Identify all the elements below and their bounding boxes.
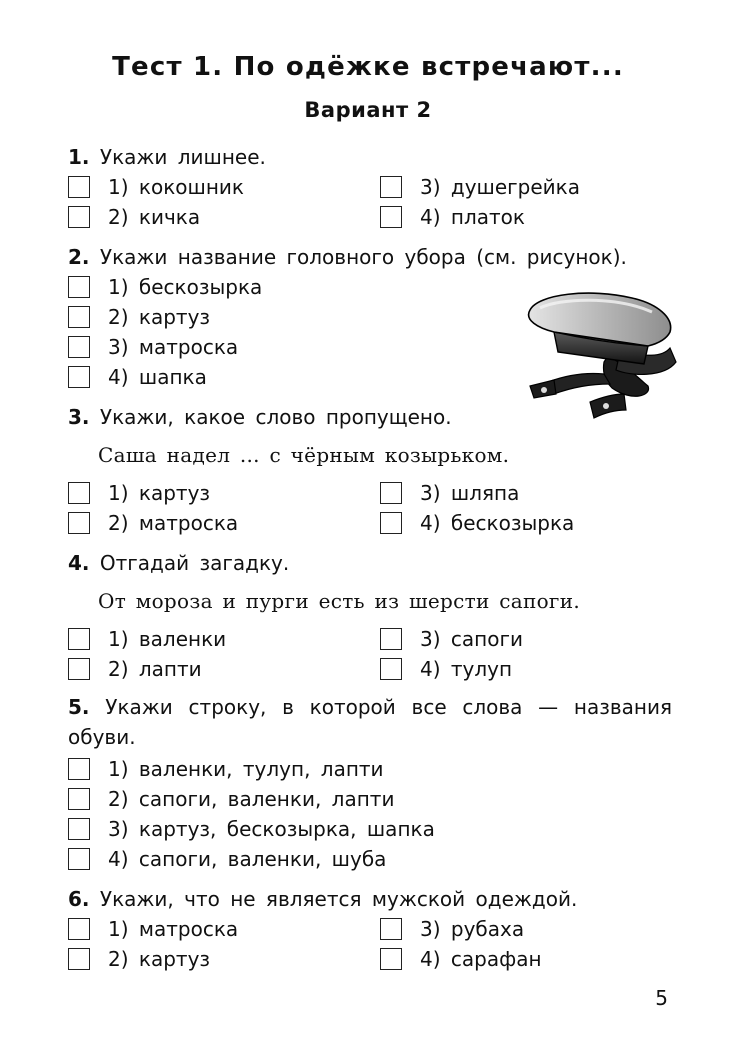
question-number: 2.: [68, 245, 90, 269]
answer-checkbox[interactable]: [380, 918, 402, 940]
option-text: шляпа: [450, 481, 520, 505]
option-label: 2): [108, 511, 129, 535]
question-3: [68, 402, 672, 432]
option-text: душегрейка: [450, 175, 581, 199]
option-label: 3): [420, 481, 441, 505]
option-label: 4): [420, 947, 441, 971]
answer-checkbox[interactable]: [380, 948, 402, 970]
option-label: 3): [420, 917, 441, 941]
question-text: Укажи, что не является мужской одеждой.: [99, 887, 578, 911]
option-label: 4): [420, 205, 441, 229]
option-text: валенки, тулуп, лапти: [138, 757, 384, 781]
option-text: картуз, бескозырка, шапка: [138, 817, 435, 841]
answer-checkbox[interactable]: [68, 276, 90, 298]
answer-checkbox[interactable]: [68, 336, 90, 358]
question-number: 4.: [68, 551, 90, 575]
option-text: кичка: [138, 205, 201, 229]
option-text: тулуп: [450, 657, 513, 681]
option-label: 3): [420, 627, 441, 651]
answer-checkbox[interactable]: [68, 658, 90, 680]
option-text: бескозырка: [450, 511, 575, 535]
option-text: платок: [450, 205, 525, 229]
option-text: кокошник: [138, 175, 244, 199]
answer-checkbox[interactable]: [68, 788, 90, 810]
option-label: 4): [420, 511, 441, 535]
answer-checkbox[interactable]: [68, 918, 90, 940]
option-text: картуз: [138, 305, 211, 329]
question-text: Укажи, какое слово пропущено.: [99, 405, 452, 429]
answer-checkbox[interactable]: [380, 658, 402, 680]
answer-checkbox[interactable]: [380, 628, 402, 650]
option-label: 1): [108, 917, 129, 941]
answer-checkbox[interactable]: [68, 818, 90, 840]
option-label: 1): [108, 627, 129, 651]
option-text: картуз: [138, 481, 211, 505]
question-6: [68, 884, 672, 914]
option-label: 2): [108, 657, 129, 681]
question-number: 5.: [68, 695, 90, 719]
question-3-quote: Саша надел ... с чёрным козырьком.: [98, 443, 510, 467]
option-label: 1): [108, 275, 129, 299]
question-text: Укажи строку, в которой все слова — названия обуви.: [68, 695, 673, 749]
option-label: 2): [108, 305, 129, 329]
variant-heading: Вариант 2: [304, 98, 432, 122]
option-text: сарафан: [450, 947, 542, 971]
answer-checkbox[interactable]: [68, 306, 90, 328]
option-text: матроска: [138, 335, 239, 359]
option-label: 2): [108, 205, 129, 229]
option-text: картуз: [138, 947, 211, 971]
question-text: Укажи название головного убора (см. рисунок).: [99, 245, 627, 269]
option-label: 2): [108, 947, 129, 971]
question-2: [68, 242, 672, 272]
question-number: 3.: [68, 405, 90, 429]
question-number: 1.: [68, 145, 90, 169]
question-4-quote: От мороза и пурги есть из шерсти сапоги.: [98, 589, 580, 613]
question-text: Укажи лишнее.: [99, 145, 266, 169]
answer-checkbox[interactable]: [68, 512, 90, 534]
option-label: 3): [420, 175, 441, 199]
option-text: матроска: [138, 511, 239, 535]
answer-checkbox[interactable]: [68, 848, 90, 870]
option-text: сапоги: [450, 627, 523, 651]
question-text: Отгадай загадку.: [99, 551, 290, 575]
option-label: 4): [108, 847, 129, 871]
answer-checkbox[interactable]: [68, 628, 90, 650]
answer-checkbox[interactable]: [380, 176, 402, 198]
answer-checkbox[interactable]: [68, 482, 90, 504]
test-title: Тест 1. По одёжке встречают...: [112, 52, 624, 82]
answer-checkbox[interactable]: [68, 176, 90, 198]
option-text: рубаха: [450, 917, 525, 941]
option-text: бескозырка: [138, 275, 263, 299]
page-number: 5: [655, 986, 668, 1010]
option-text: лапти: [138, 657, 202, 681]
question-1: [68, 142, 672, 172]
answer-checkbox[interactable]: [68, 366, 90, 388]
option-label: 1): [108, 175, 129, 199]
answer-checkbox[interactable]: [380, 206, 402, 228]
option-text: шапка: [138, 365, 207, 389]
option-label: 1): [108, 481, 129, 505]
option-label: 1): [108, 757, 129, 781]
option-label: 4): [420, 657, 441, 681]
option-text: валенки: [138, 627, 227, 651]
option-text: матроска: [138, 917, 239, 941]
option-label: 3): [108, 817, 129, 841]
question-number: 6.: [68, 887, 90, 911]
option-label: 2): [108, 787, 129, 811]
option-text: сапоги, валенки, шуба: [138, 847, 387, 871]
answer-checkbox[interactable]: [380, 482, 402, 504]
option-text: сапоги, валенки, лапти: [138, 787, 395, 811]
answer-checkbox[interactable]: [68, 206, 90, 228]
option-label: 3): [108, 335, 129, 359]
question-5: [68, 692, 672, 752]
answer-checkbox[interactable]: [380, 512, 402, 534]
option-label: 4): [108, 365, 129, 389]
question-4: [68, 548, 672, 578]
answer-checkbox[interactable]: [68, 948, 90, 970]
answer-checkbox[interactable]: [68, 758, 90, 780]
